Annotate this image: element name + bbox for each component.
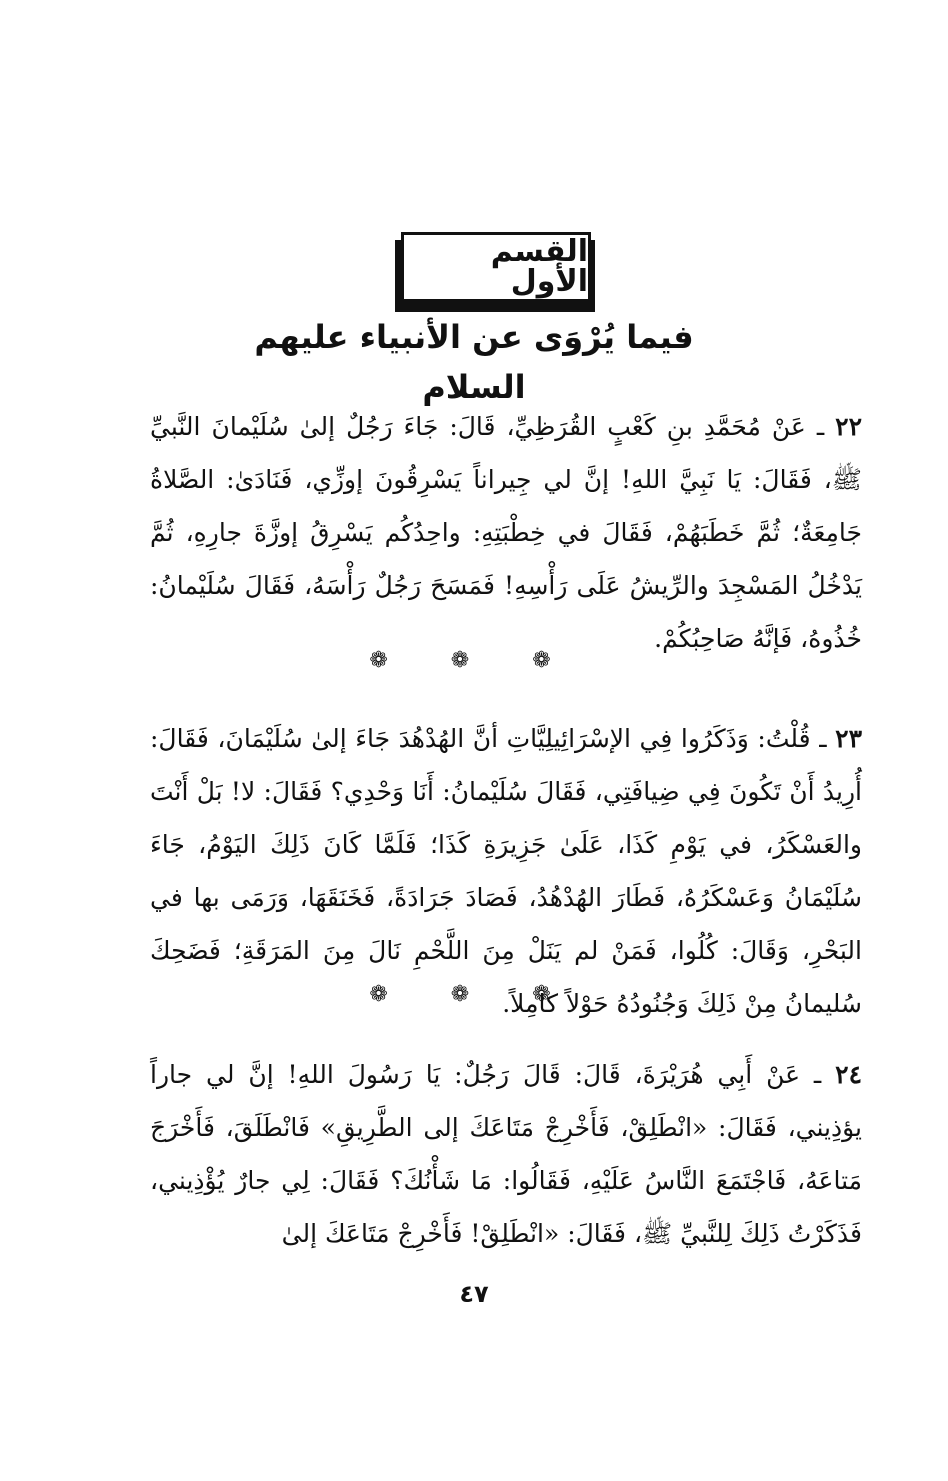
ornament-separator: ❁ ❁ ❁ (369, 648, 579, 673)
paragraph-number: ٢٣ (835, 724, 862, 753)
paragraph-text: ـ عَنْ مُحَمَّدِ بنِ كَعْبٍ القُرَظِيِّ، قَالَ: جَاءَ رَجُلٌ إلىٰ سُلَيْمانَ النَّبيِّ ﷺ، فَقَالَ: يَا نَبِيَّ اللهِ! إنَّ لي جِيراناً يَسْرِقُونَ إوزِّي، فَنَادَىٰ: الصَّلاةُ جَامِعَةٌ؛ ثُمَّ خَطَبَهُمْ، فَقَالَ في خِطْبَتِهِ: واحِدُكُم يَسْرِقُ إوزَّةَ جارِهِ، ثُمَّ يَدْخُلُ المَسْجِدَ والرِّيشُ عَلَى رَأْسِهِ! فَمَسَحَ رَجُلٌ رَأْسَهُ، فَقَالَ سُلَيْمانُ: خُذُوهُ، فَإنَّهُ صَاحِبُكُمْ. (150, 412, 862, 653)
chapter-subtitle: فيما يُرْوَى عن الأنبياء عليهم السلام (254, 318, 694, 406)
section-box-frame (401, 232, 591, 302)
paragraph-text: ـ قُلْتُ: وَذَكَرُوا فِي الإسْرَائِيلِيَّاتِ أنَّ الهُدْهُدَ جَاءَ إلىٰ سُلَيْمَانَ، فَقَالَ: أُرِيدُ أَنْ تَكُونَ فِي ضِيافَتِي، فَقَالَ سُلَيْمانُ: أَنَا وَحْدِي؟ فَقَالَ: لا! بَلْ أَنْتَ والعَسْكَرُ، في يَوْمِ كَذَا، عَلَىٰ جَزِيرَةِ كَذَا؛ فَلَمَّا كَانَ ذَلِكَ اليَوْمُ، جَاءَ سُلَيْمَانُ وَعَسْكَرُهُ، فَطَارَ الهُدْهُدُ، فَصَادَ جَرَادَةً، فَخَنَقَهَا، وَرَمَى بها في البَحْرِ، وَقَالَ: كُلُوا، فَمَنْ لم يَنَلْ مِنَ اللَّحْمِ نَالَ مِنَ المَرَقَةِ؛ فَضَحِكَ سُليمانُ مِنْ ذَلِكَ وَجُنُودُهُ حَوْلاً كامِلاً. (150, 724, 862, 1018)
page-number: ٤٧ (459, 1280, 489, 1308)
section-heading-box (395, 232, 603, 312)
paragraph-number: ٢٢ (835, 412, 862, 441)
section-title: القسم الأول (490, 234, 588, 299)
paragraph-text: ـ عَنْ أَبِي هُرَيْرَةَ، قَالَ: قَالَ رَجُلٌ: يَا رَسُولَ اللهِ! إنَّ لي جاراً يؤذِيني، فَقَالَ: «انْطَلِقْ، فَأَخْرِجْ مَتَاعَكَ إلى الطَّرِيقِ» فَانْطَلَقَ، فَأَخْرَجَ مَتاعَهُ، فَاجْتَمَعَ النَّاسُ عَلَيْهِ، فَقَالُوا: مَا شَأْنُكَ؟ فَقَالَ: لِي جارٌ يُؤْذِيني، فَذَكَرْتُ ذَلِكَ لِلنَّبيِّ ﷺ، فَقَالَ: «انْطَلِقْ! فَأَخْرِجْ مَتَاعَكَ إلىٰ (150, 1060, 862, 1248)
paragraph-number: ٢٤ (835, 1060, 862, 1089)
paragraph-24 (150, 1048, 862, 1260)
paragraph-22 (150, 400, 862, 665)
ornament-separator: ❁ ❁ ❁ (369, 982, 579, 1007)
